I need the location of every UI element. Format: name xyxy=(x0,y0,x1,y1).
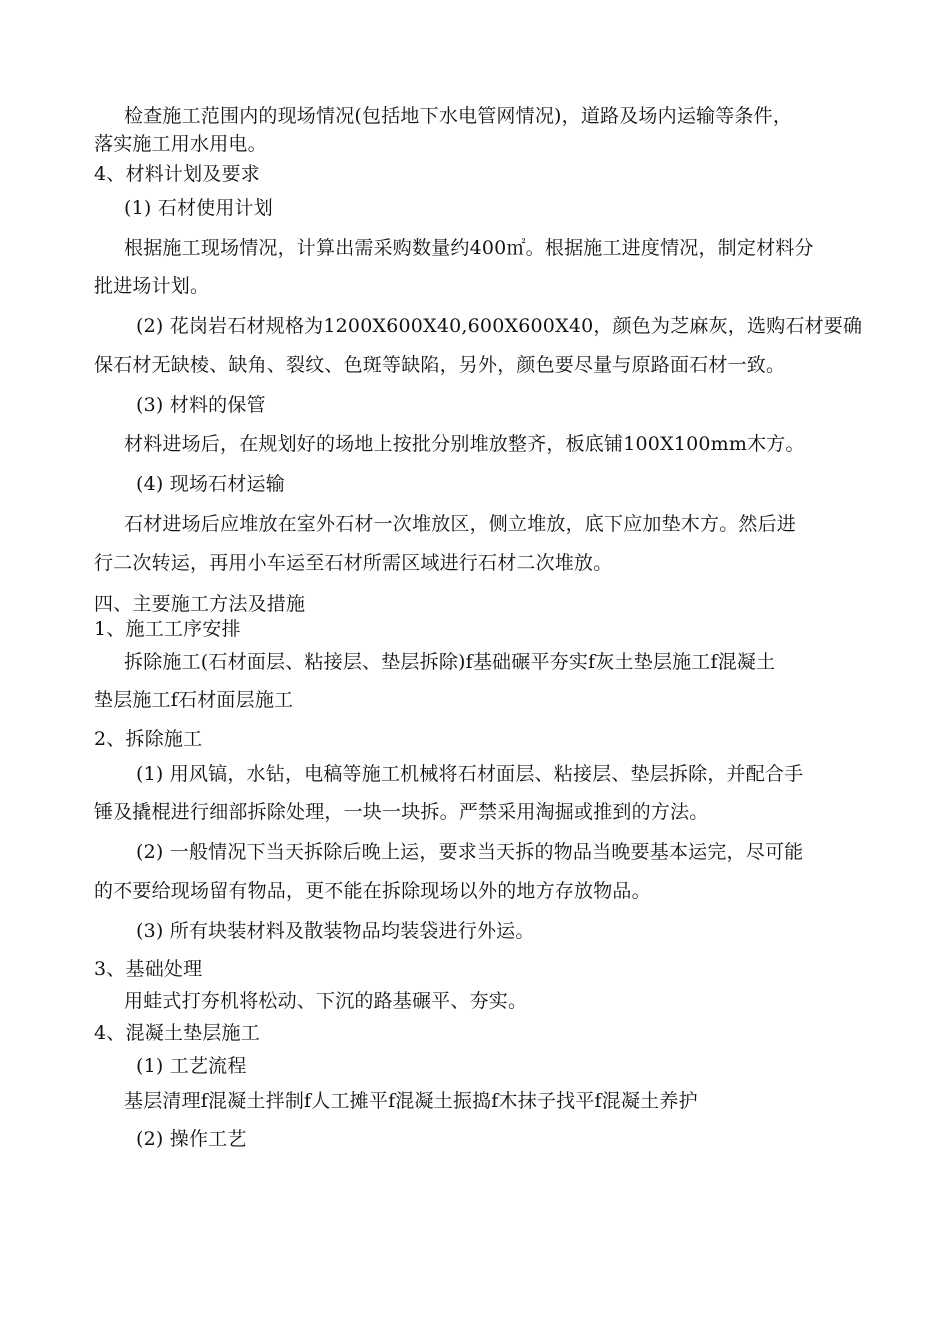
paragraph-demolition-2-line-1: (2) 一般情况下当天拆除后晚上运，要求当天拆的物品当晚要基本运完，尽可能 xyxy=(136,841,804,863)
heading-material-plan: 4、材料计划及要求 xyxy=(94,163,260,185)
subheading-stone-transport: (4) 现场石材运输 xyxy=(136,473,285,495)
paragraph-process-flow: 基层清理f混凝土拌制f人工摊平f混凝土振捣f木抹子找平f混凝土养护 xyxy=(124,1090,698,1112)
heading-demolition: 2、拆除施工 xyxy=(94,728,203,750)
paragraph-stone-quantity-line-1: 根据施工现场情况，计算出需采购数量约400㎡。根据施工进度情况，制定材料分 xyxy=(124,237,814,259)
paragraph-granite-spec-line-1: (2) 花岗岩石材规格为1200X600X40,600X600X40，颜色为芝麻灰，选购石材要确 xyxy=(136,315,863,337)
paragraph-demolition-1-line-1: (1) 用风镐，水钻，电稿等施工机械将石材面层、粘接层、垫层拆除，并配合手 xyxy=(136,763,804,785)
subheading-process-flow: (1) 工艺流程 xyxy=(136,1055,247,1077)
heading-foundation-treatment: 3、基础处理 xyxy=(94,958,203,980)
heading-main-construction-methods: 四、主要施工方法及措施 xyxy=(94,593,306,615)
paragraph-granite-spec-line-2: 保石材无缺棱、缺角、裂纹、色斑等缺陷，另外，颜色要尽量与原路面石材一致。 xyxy=(94,354,786,376)
subheading-material-storage: (3) 材料的保管 xyxy=(136,394,266,416)
heading-construction-sequence: 1、施工工序安排 xyxy=(94,618,241,640)
paragraph-stone-transport-line-1: 石材进场后应堆放在室外石材一次堆放区，侧立堆放，底下应加垫木方。然后进 xyxy=(124,513,797,535)
paragraph-demolition-1-line-2: 锤及撬棍进行细部拆除处理，一块一块拆。严禁采用淘掘或推到的方法。 xyxy=(94,801,709,823)
paragraph-demolition-2-line-2: 的不要给现场留有物品，更不能在拆除现场以外的地方存放物品。 xyxy=(94,880,651,902)
paragraph-site-inspection-line-2: 落实施工用水用电。 xyxy=(94,133,267,155)
subheading-operation-process: (2) 操作工艺 xyxy=(136,1128,247,1150)
paragraph-stone-quantity-line-2: 批进场计划。 xyxy=(94,275,210,297)
paragraph-site-inspection-line-1: 检查施工范围内的现场情况(包括地下水电管网情况)，道路及场内运输等条件， xyxy=(124,105,793,127)
paragraph-demolition-3: (3) 所有块装材料及散装物品均装袋进行外运。 xyxy=(136,920,535,942)
paragraph-sequence-line-1: 拆除施工(石材面层、粘接层、垫层拆除)f基础碾平夯实f灰土垫层施工f混凝土 xyxy=(124,651,776,673)
paragraph-material-storage: 材料进场后，在规划好的场地上按批分别堆放整齐，板底铺100X100mm木方。 xyxy=(124,433,805,455)
subheading-stone-usage-plan: (1) 石材使用计划 xyxy=(124,197,273,219)
paragraph-sequence-line-2: 垫层施工f石材面层施工 xyxy=(94,689,294,711)
heading-concrete-cushion: 4、混凝土垫层施工 xyxy=(94,1022,260,1044)
paragraph-stone-transport-line-2: 行二次转运，再用小车运至石材所需区域进行石材二次堆放。 xyxy=(94,552,613,574)
paragraph-foundation-treatment: 用蛙式打夯机将松动、下沉的路基碾平、夯实。 xyxy=(124,990,528,1012)
